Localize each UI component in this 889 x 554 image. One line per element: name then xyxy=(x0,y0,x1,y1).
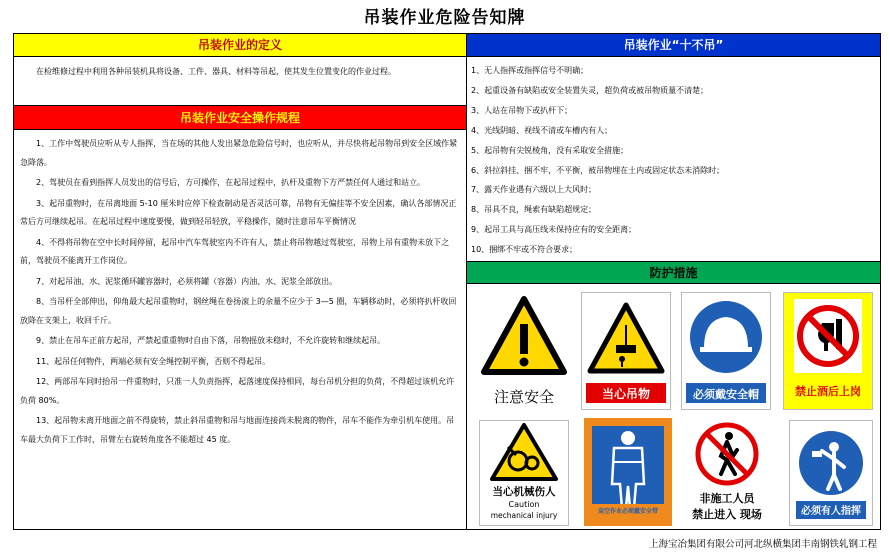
procedure-item: 9、禁止在吊车正前方起吊，严禁起重重物时自由下落，吊物摇放未稳时，不允许旋转和继续起吊。 xyxy=(36,336,386,345)
procedures-list xyxy=(20,135,460,451)
procedure-item: 3、起吊重物时，在吊离地面 5-10 厘米时应停下检查制动是否灵活可靠，吊物有无偏挂等不安全因素，确认各部情况正常后方可继续起吊。在起吊过程中速度要慢，做到轻吊轻放，平稳操作，随时注意吊车平衡情况 xyxy=(20,198,457,226)
no-drinking-icon xyxy=(784,293,872,409)
right-column xyxy=(467,34,880,529)
procedures-header: 吊装作业安全操作规程 xyxy=(14,106,466,130)
ten-nots-list xyxy=(471,61,724,260)
sign-no-drinking xyxy=(783,292,873,410)
mechanical-injury-icon xyxy=(480,421,568,525)
sign-no-entry-label1: 非施工人员 xyxy=(699,492,755,505)
ten-nots-item: 1、无人指挥或指挥信号不明确； xyxy=(471,66,589,75)
sign-safety-helmet-label: 必须戴安全帽 xyxy=(693,388,759,401)
sign-safety-harness xyxy=(584,418,672,526)
definition-header: 吊装作业的定义 xyxy=(14,34,466,57)
ten-nots-item: 3、人站在吊物下或扒杆下； xyxy=(471,105,573,115)
ten-nots-item: 5、起吊物有尖锐棱角，没有采取安全措施； xyxy=(471,145,629,155)
procedure-item: 7、对起吊油、水、泥浆循环罐容器时，必须将罐（容器）内油、水、泥浆全部放出。 xyxy=(36,276,338,286)
procedure-item: 2、驾驶员在看到指挥人员发出的信号后，方可操作，在起吊过程中，扒杆及重物下方严禁任何人通过和站立。 xyxy=(36,178,426,187)
sign-caution xyxy=(479,294,569,414)
sign-mechanical-injury-en1: Caution xyxy=(508,500,540,509)
sign-mechanical-injury-en2: mechanical injury xyxy=(490,511,558,520)
procedure-item: 12、两部吊车同时抬吊一件重物时，只准一人负责指挥，起落速度保持相同，每台吊机分担的负荷，不得超过该机允许负荷 80%。 xyxy=(20,377,455,405)
ten-nots-item: 7、露天作业遇有六级以上大风时； xyxy=(471,185,597,195)
sign-mechanical-injury-label: 当心机械伤人 xyxy=(492,486,556,498)
guardian-icon xyxy=(790,421,872,525)
no-entry-person-icon xyxy=(681,420,773,526)
sign-safety-harness-label: 高空作业必须戴安全带 xyxy=(597,508,659,515)
ten-nots-item: 8、吊具不良，绳索有缺陷超规定； xyxy=(471,205,597,215)
safety-helmet-icon xyxy=(682,293,770,409)
ten-nots-item: 4、光线阴暗、视线不清或车槽内有人； xyxy=(471,125,613,135)
left-column xyxy=(14,34,467,529)
ten-nots-item: 10、捆绑不牢或不符合要求； xyxy=(471,245,578,255)
sign-safety-helmet xyxy=(681,292,771,410)
sign-hanging-load xyxy=(581,292,671,410)
sign-guardian-label: 必须有人指挥 xyxy=(801,506,861,517)
ten-nots-item: 9、起吊工具与高压线未保持应有的安全距离； xyxy=(471,225,637,235)
notice-board xyxy=(13,33,881,530)
procedure-item: 11、起吊任何物件，两端必须有安全绳控制平衡，否则不得起吊。 xyxy=(36,356,271,366)
definition-text: 在检维修过程中利用各种吊装机具将设备、工件、器具、材料等吊起，使其发生位置变化的作业过程。 xyxy=(36,67,396,76)
sign-guardian xyxy=(789,420,873,526)
sign-mechanical-injury xyxy=(479,420,569,526)
procedure-item: 8、当吊杆全部伸出，仰角最大起吊重物时，钢丝绳在卷扬滚上的余量不应少于 3—5 圈，车辆移动时，必须将扒杆收回放降在支架上，收回千斤。 xyxy=(20,297,457,325)
page-title: 吊装作业危险告知牌 xyxy=(363,8,526,28)
procedure-item: 13、起吊物未离开地面之前不得旋转，禁止斜吊重物和吊与地面连接尚未脱离的物件，吊车不能作为牵引机车使用。吊车最大负荷下工作时，吊臂左右旋转角度各不能超过 45 度。 xyxy=(20,416,455,444)
safety-harness-icon xyxy=(584,418,672,526)
ten-nots-header: 吊装作业“十不吊” xyxy=(467,34,880,57)
sign-no-entry-label2: 禁止进入 现场 xyxy=(692,508,762,521)
footer-company: 上海宝冶集团有限公司河北纵横集团丰南钢铁轧钢工程 xyxy=(648,539,877,550)
sign-no-drinking-label: 禁止酒后上岗 xyxy=(795,385,861,398)
procedure-item: 1、工作中驾驶员应听从专人指挥，当在场的其他人发出紧急危险信号时，也应听从，并尽快将起吊物吊到安全区域作紧急降落。 xyxy=(20,139,458,167)
sign-no-entry xyxy=(681,420,773,526)
caution-triangle-icon xyxy=(479,294,569,414)
sign-hanging-load-label: 当心吊物 xyxy=(601,387,651,401)
sign-caution-label: 注意安全 xyxy=(493,388,555,406)
hanging-load-icon xyxy=(582,293,670,409)
procedure-item: 4、不得将吊物在空中长时间停留，起吊中汽车驾驶室内不许有人，禁止将吊物越过驾驶室，吊物上吊有重物未放下之前，驾驶员不能离开工作岗位。 xyxy=(20,237,450,265)
ten-nots-item: 2、起重设备有缺陷或安全装置失灵，超负荷或被吊物质量不清楚； xyxy=(471,85,709,95)
ten-nots-item: 6、斜拉斜挂、捆不牢，不平衡，被吊物埋在土内或固定状态未消除时； xyxy=(471,165,725,175)
protection-header: 防护措施 xyxy=(467,262,880,284)
